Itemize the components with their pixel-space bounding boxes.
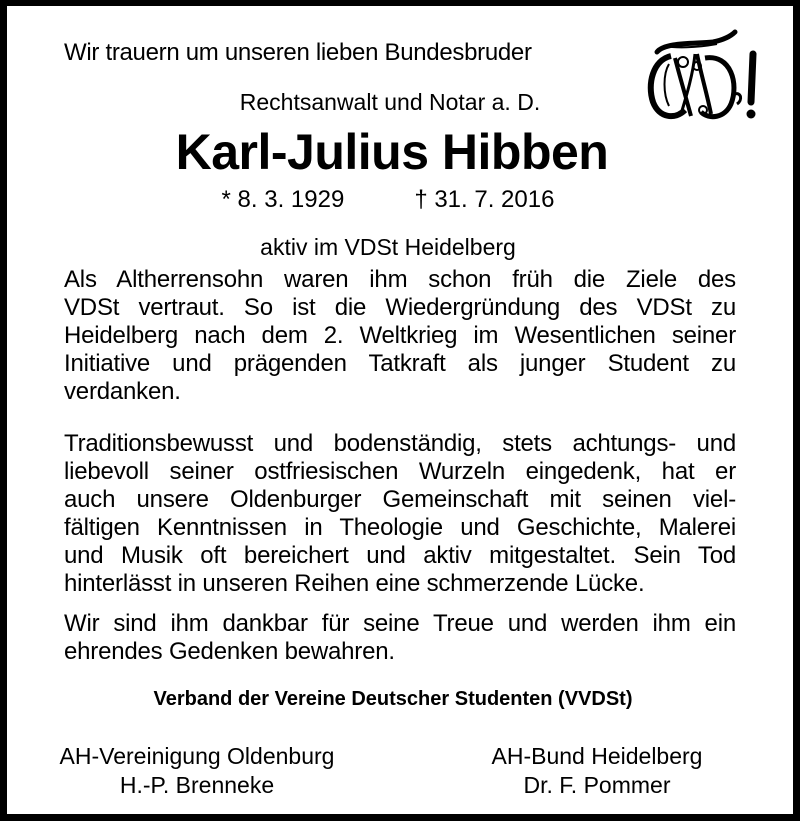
signatory-person: H.-P. Brenneke [119,772,275,798]
signatory-oldenburg [37,742,357,800]
text-line: Wir sind ihm dankbar für seine Treue und werden ihm ein [64,610,736,637]
paragraph-tribute [64,430,736,598]
deceased-name: Karl-Julius Hibben [175,124,609,180]
birth-date: * 8. 3. 1929 [221,186,345,213]
text-line: hinterlässt in unseren Reihen eine schmerzende Lücke. [64,570,645,597]
signatory-heidelberg [457,742,737,800]
text-line: liebevoll seiner ostfriesischen Wurzeln eingedenk, hat er [64,458,736,485]
organization-name: Verband der Vereine Deutscher Studenten (VVDSt) [153,688,633,710]
obituary-notice [7,6,793,814]
signatory-group: AH-Bund Heidelberg [491,743,703,769]
intro-text: Wir trauern um unseren lieben Bundesbruder [64,39,532,66]
text-line: Traditionsbewusst und bodenständig, stets achtungs- und [64,430,736,457]
profession: Rechtsanwalt und Notar a. D. [239,89,541,115]
text-line: VDSt vertraut. So ist die Wiedergründung des VDSt zu [64,294,736,321]
text-line: fältigen Kenntnissen in Theologie und Geschichte, Malerei [64,514,736,541]
paragraph-gratitude [64,610,736,666]
signatory-person: Dr. F. Pommer [523,772,671,798]
death-date: † 31. 7. 2016 [414,186,555,213]
text-line: verdanken. [64,378,181,405]
text-line: und Musik oft bereichert und aktiv mitgestaltet. Sein Tod [64,542,736,569]
text-line: Heidelberg nach dem 2. Weltkrieg im Wesentlichen seiner [64,322,736,349]
text-line: auch unsere Oldenburger Gemeinschaft mit seinen viel- [64,486,736,513]
signatory-group: AH-Vereinigung Oldenburg [59,743,335,769]
activity-note: aktiv im VDSt Heidelberg [260,234,516,260]
text-line: ehrendes Gedenken bewahren. [64,638,395,665]
life-dates [0,186,781,214]
text-line: Als Altherrensohn waren ihm schon früh die Ziele des [64,266,736,293]
text-line: Initiative und prägenden Tatkraft als junger Student zu [64,350,736,377]
paragraph-heritage [64,266,736,406]
